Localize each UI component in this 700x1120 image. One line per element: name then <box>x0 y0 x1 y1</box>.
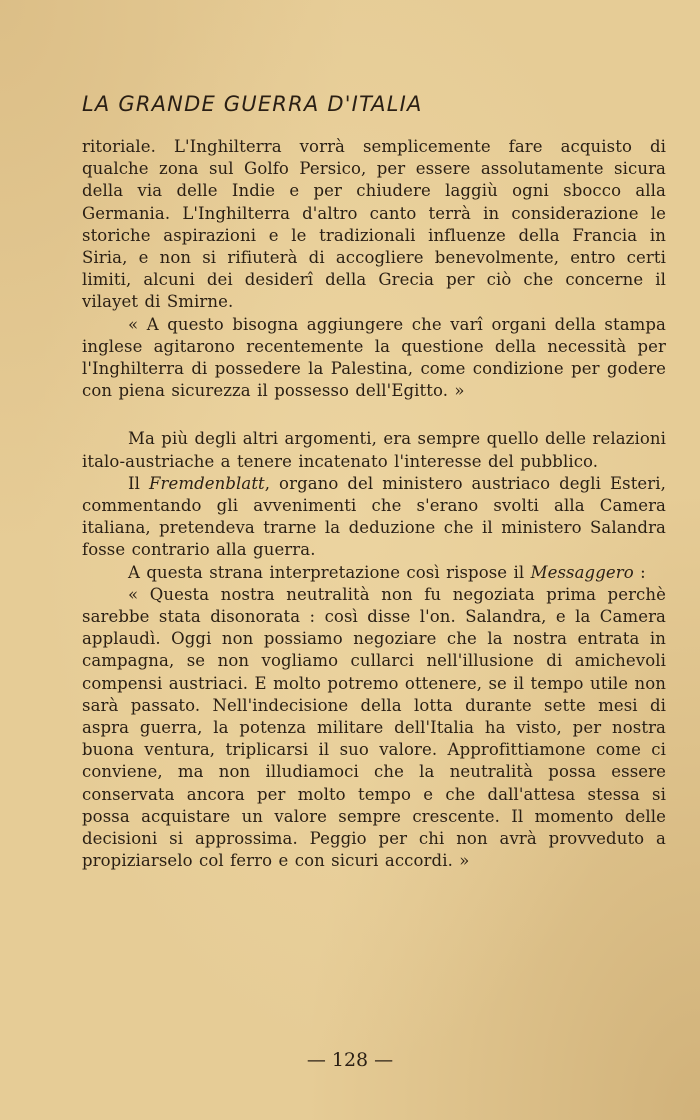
text-run: Il <box>128 473 149 493</box>
paragraph-messaggero-intro <box>82 562 666 584</box>
running-title: LA GRANDE GUERRA D'ITALIA <box>82 92 423 116</box>
paragraph-continuation: ritoriale. L'Inghilterra vorrà semplicemente fare acquisto di qualche zona sul Golfo Persico, per essere assolutamente sicura della via delle Indie e per chiudere laggiù ogni sbocco alla Germania. L'Inghilterra d'altro canto terrà in considerazione le storiche aspirazioni e le tradizionali influenze della Francia in Siria, e non si rifiuterà di accogliere benevolmente, entro certi limiti, alcuni dei desiderî della Grecia per ciò che concerne il vilayet di Smirne. <box>82 137 666 312</box>
paragraph-quote-palestine: « A questo bisogna aggiungere che varî organi della stampa inglese agitarono recentemente la questione della necessità per l'Inghilterra di possedere la Palestina, come condizione per godere con piena sicurezza il possesso dell'Egitto. » <box>82 314 666 401</box>
text-run: , organo del ministero austriaco degli Esteri, commentando gli avvenimenti che s'erano svolti alla Camera italiana, pretendeva trarne la deduzione che il ministero Salandra fosse contrario alla guerra. <box>82 473 666 560</box>
text-run: A questa strana interpretazione così rispose il <box>128 562 531 582</box>
newspaper-title-fremdenblatt: Fremdenblatt <box>148 473 265 493</box>
paragraph-messaggero-quote: « Questa nostra neutralità non fu negoziata prima perchè sarebbe stata disonorata : così disse l'on. Salandra, e la Camera applaudì. Oggi non possiamo negoziare che la nostra entrata in campagna, se non vogliamo cullarci nell'illusione di amichevoli compensi austriaci. E molto potremo ottenere, se il tempo utile non sarà passato. Nell'indecisione della lotta durante sette mesi di aspra guerra, la potenza militare dell'Italia ha visto, per nostra buona ventura, triplicarsi il suo valore. Approfittiamone come ci conviene, ma non illudiamoci che la neutralità possa essere conservata ancora per molto tempo e che dall'attesa stessa si possa acquistare un valore sempre crescente. Il momento delle decisioni si approssima. Peggio per chi non avrà provveduto a propiziarselo col ferro e con sicuri accordi. » <box>82 584 666 871</box>
text-run: : <box>633 562 646 582</box>
paragraph-italo-austrian-relations: Ma più degli altri argomenti, era sempre quello delle relazioni italo-austriache a tenere incatenato l'interesse del pubblico. <box>82 429 666 471</box>
paragraph-fremdenblatt <box>82 473 666 562</box>
page-body <box>82 136 666 873</box>
page-number: — 128 — <box>306 1049 394 1071</box>
newspaper-title-messaggero: Messaggero <box>530 562 634 582</box>
